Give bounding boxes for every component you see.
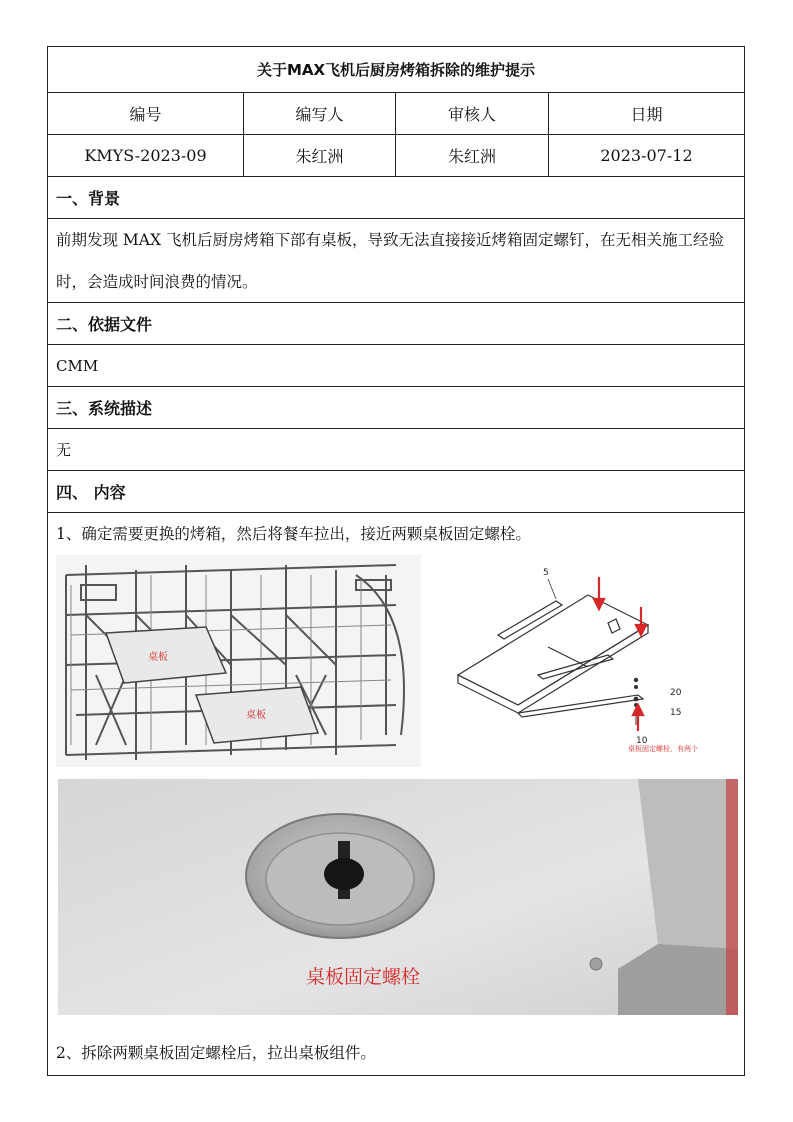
section-content-title: 四、 内容 [48,471,744,513]
section-background-title: 一、背景 [48,177,744,219]
section-basis-text: CMM [48,345,744,387]
bolt-head [324,858,364,890]
callout-20: 20 [670,688,682,698]
section-system-title: 三、系统描述 [48,387,744,429]
section-system-text: 无 [48,429,744,471]
label-author: 编写人 [244,93,396,134]
table-label-1: 桌板 [148,652,168,663]
callout-5: 5 [543,568,549,578]
label-number: 编号 [48,93,244,134]
step-1-text: 1、确定需要更换的烤箱，然后将餐车拉出，接近两颗桌板固定螺栓。 [56,525,531,543]
value-number: KMYS-2023-09 [48,135,244,176]
bolt-photo-row [48,779,744,1029]
section-basis-title: 二、依据文件 [48,303,744,345]
section-background-text: 前期发现 MAX 飞机后厨房烤箱下部有桌板，导致无法直接接近烤箱固定螺钉，在无相关施工经验时，会造成时间浪费的情况。 [48,219,744,303]
maintenance-document [47,46,745,1076]
callout-10: 10 [636,736,648,746]
label-date: 日期 [630,105,663,124]
bolt-note: 桌板固定螺栓，有两个 [628,745,698,753]
value-date: 2023-07-12 [600,146,693,165]
header-labels-row [48,93,744,135]
value-author: 朱红洲 [244,135,396,176]
galley-frame-illustration [56,555,421,767]
bolt-photo [58,779,738,1015]
label-reviewer: 审核人 [396,93,549,134]
document-title: 关于MAX飞机后厨房烤箱拆除的维护提示 [48,47,744,93]
photo-label: 桌板固定螺栓 [306,966,421,988]
callout-15: 15 [670,708,682,718]
step-2-text: 2、拆除两颗桌板固定螺栓后，拉出桌板组件。 [56,1044,376,1062]
header-values-row [48,135,744,177]
value-reviewer: 朱红洲 [396,135,549,176]
figures-row [48,553,744,779]
table-label-2: 桌板 [246,710,266,721]
table-assembly-diagram [438,555,738,767]
